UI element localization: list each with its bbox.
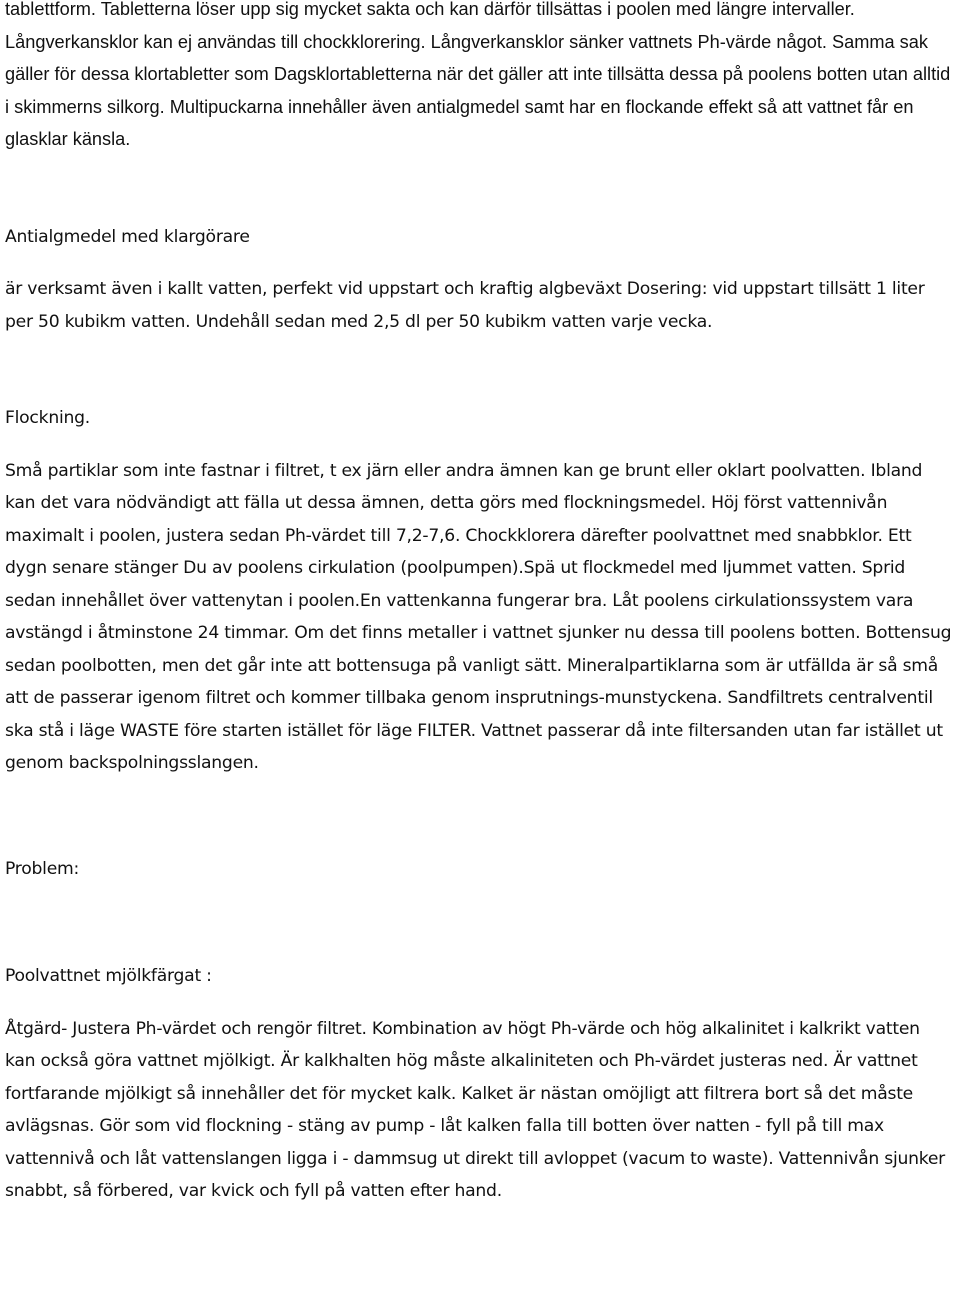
problem-subheading: Poolvattnet mjölkfärgat : [5, 966, 212, 986]
flockning-heading: Flockning. [5, 408, 91, 428]
problem-paragraph: Åtgärd- Justera Ph-värdet och rengör filtret. Kombination av högt Ph-värde och hög alkalinitet i kalkrikt vatten kan också göra vattnet mjölkigt. Är kalkhalten hög måste alkaliniteten och Ph-värdet justeras ned. Är vattnet fortfarande mjölkigt så innehåller det för mycket kalk. Kalket är nästan omöjligt att filtrera bort så det måste avlägsnas. Gör som vid flockning - stäng av pump - låt kalken falla till botten över natten - fyll på till max vattennivå och låt vattenslangen ligga i - dammsug ut direkt till avloppet (vacum to waste). Vattennivån sjunker snabbt, så förbered, var kvick och fyll på vatten efter hand. [5, 1018, 945, 1201]
document-page [5, 0, 955, 1208]
antialg-heading: Antialgmedel med klargörare [5, 226, 250, 247]
flockning-paragraph: Små partiklar som inte fastnar i filtret, t ex järn eller andra ämnen kan ge brunt eller oklart poolvatten. Ibland kan det vara nödvändigt att fälla ut dessa ämnen, detta görs med flockningsmedel. Höj först vattennivån maximalt i poolen, justera sedan Ph-värdet till 7,2-7,6. Chockklorera därefter poolvattnet med snabbklor. Ett dygn senare stänger Du av poolens cirkulation (poolpumpen).Spä ut flockmedel med ljummet vatten. Sprid sedan innehållet över vattenytan i poolen.En vattenkanna fungerar bra. Låt poolens cirkulationssystem vara avstängd i åtminstone 24 timmar. Om det finns metaller i vattnet sjunker nu dessa till poolens botten. Bottensug sedan poolbotten, men det går inte att bottensuga på vanligt sätt. Mineralpartiklarna som är utfällda är så små att de passerar igenom filtret och kommer tillbaka genom insprutnings-munstyckena. Sandfiltrets centralventil ska stå i läge WASTE före starten istället för läge FILTER. Vattnet passerar då inte filtersanden utan far istället ut genom backspolningsslangen. [5, 460, 952, 773]
problem-heading: Problem: [5, 858, 80, 879]
intro-paragraph: tablettform. Tabletterna löser upp sig mycket sakta och kan därför tillsättas i poolen med längre intervaller. Långverkansklor kan ej användas till chockklorering. Långverkansklor sänker vattnets Ph-värde något. Samma sak gäller för dessa klortabletter som Dagsklortabletterna när det gäller att inte tillsätta dessa på poolens botten utan alltid i skimmerns silkorg. Multipuckarna innehåller även antialgmedel samt har en flockande effekt så att vattnet får en glasklar känsla. [5, 0, 951, 149]
antialg-paragraph: är verksamt även i kallt vatten, perfekt vid uppstart och kraftig algbeväxt Dosering: vid uppstart tillsätt 1 liter per 50 kubikm vatten. Undehåll sedan med 2,5 dl per 50 kubikm vatten varje vecka. [5, 279, 925, 332]
